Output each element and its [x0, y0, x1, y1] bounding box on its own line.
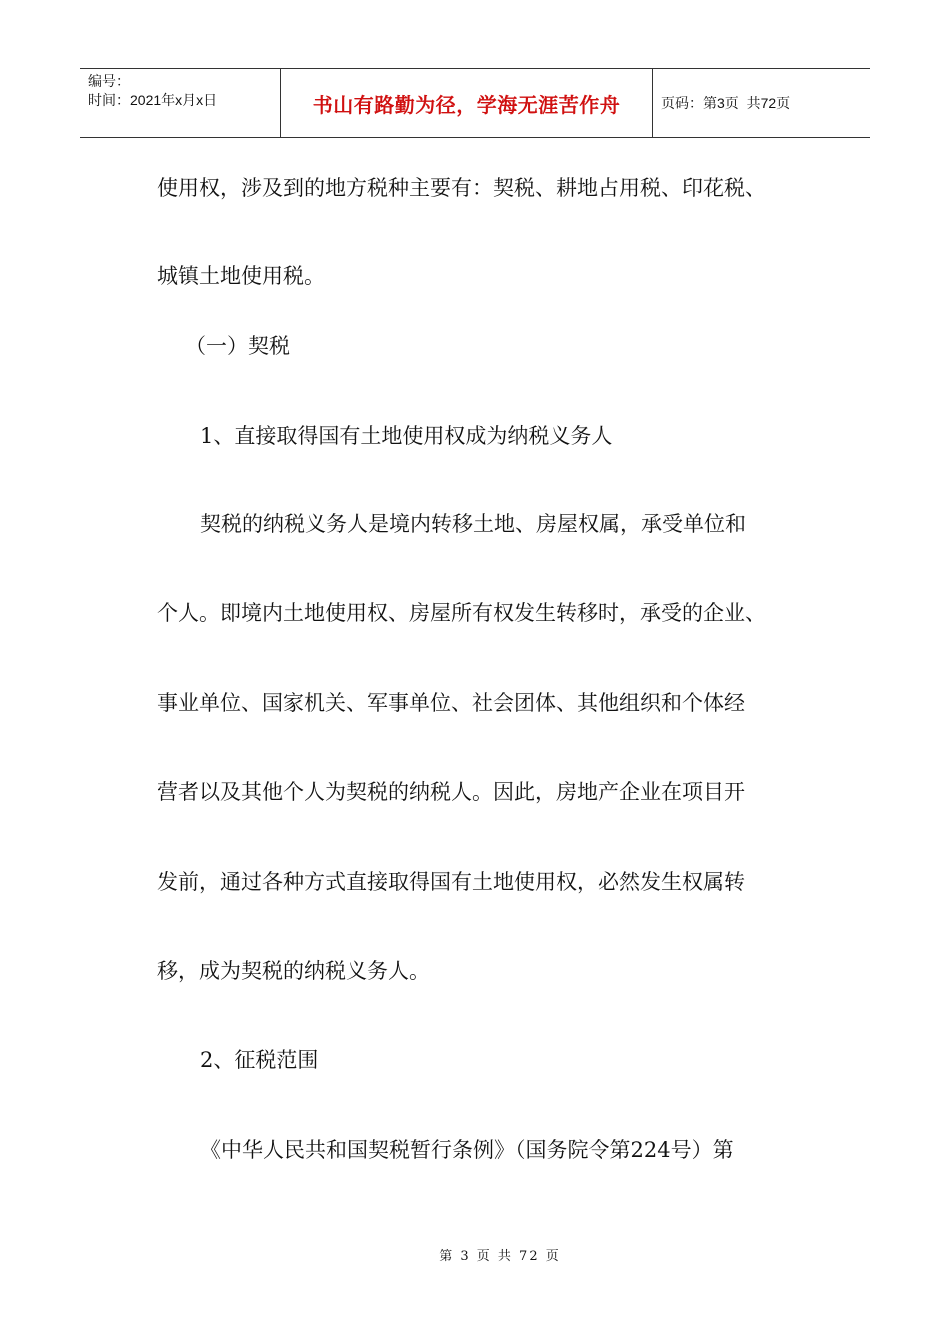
body-line: 发前，通过各种方式直接取得国有土地使用权，必然发生权属转 [157, 870, 745, 894]
body-line: 契税的纳税义务人是境内转移土地、房屋权属，承受单位和 [200, 512, 746, 536]
body-line: 营者以及其他个人为契税的纳税人。因此，房地产企业在项目开 [157, 780, 745, 804]
document-time-label: 时间：2021年x月x日 [88, 92, 218, 108]
document-number-label: 编号： [88, 73, 130, 89]
body-line: 使用权，涉及到的地方税种主要有：契税、耕地占用税、印花税、 [157, 176, 766, 200]
header-meta [80, 69, 281, 137]
section-heading: （一）契税 [185, 334, 290, 358]
page-footer [0, 1245, 950, 1264]
body-line: 个人。即境内土地使用权、房屋所有权发生转移时，承受的企业、 [157, 601, 766, 625]
subsection-heading: 1、直接取得国有土地使用权成为纳税义务人 [200, 424, 613, 448]
footer-page-number: 第 3 页 共 72 页 [439, 1249, 561, 1264]
header-motto-cell [281, 69, 653, 137]
subsection-heading: 2、征税范围 [200, 1048, 319, 1072]
body-line: 移，成为契税的纳税义务人。 [157, 959, 430, 983]
body-line: 事业单位、国家机关、军事单位、社会团体、其他组织和个体经 [157, 691, 745, 715]
header-motto: 书山有路勤为径，学海无涯苦作舟 [312, 92, 621, 117]
body-line: 城镇土地使用税。 [157, 264, 325, 288]
page-header [80, 68, 870, 138]
body-line: 《中华人民共和国契税暂行条例》（国务院令第224号）第 [200, 1138, 734, 1162]
header-page-cell [653, 69, 870, 137]
header-page-info: 页码：第3页 共72页 [661, 95, 791, 111]
